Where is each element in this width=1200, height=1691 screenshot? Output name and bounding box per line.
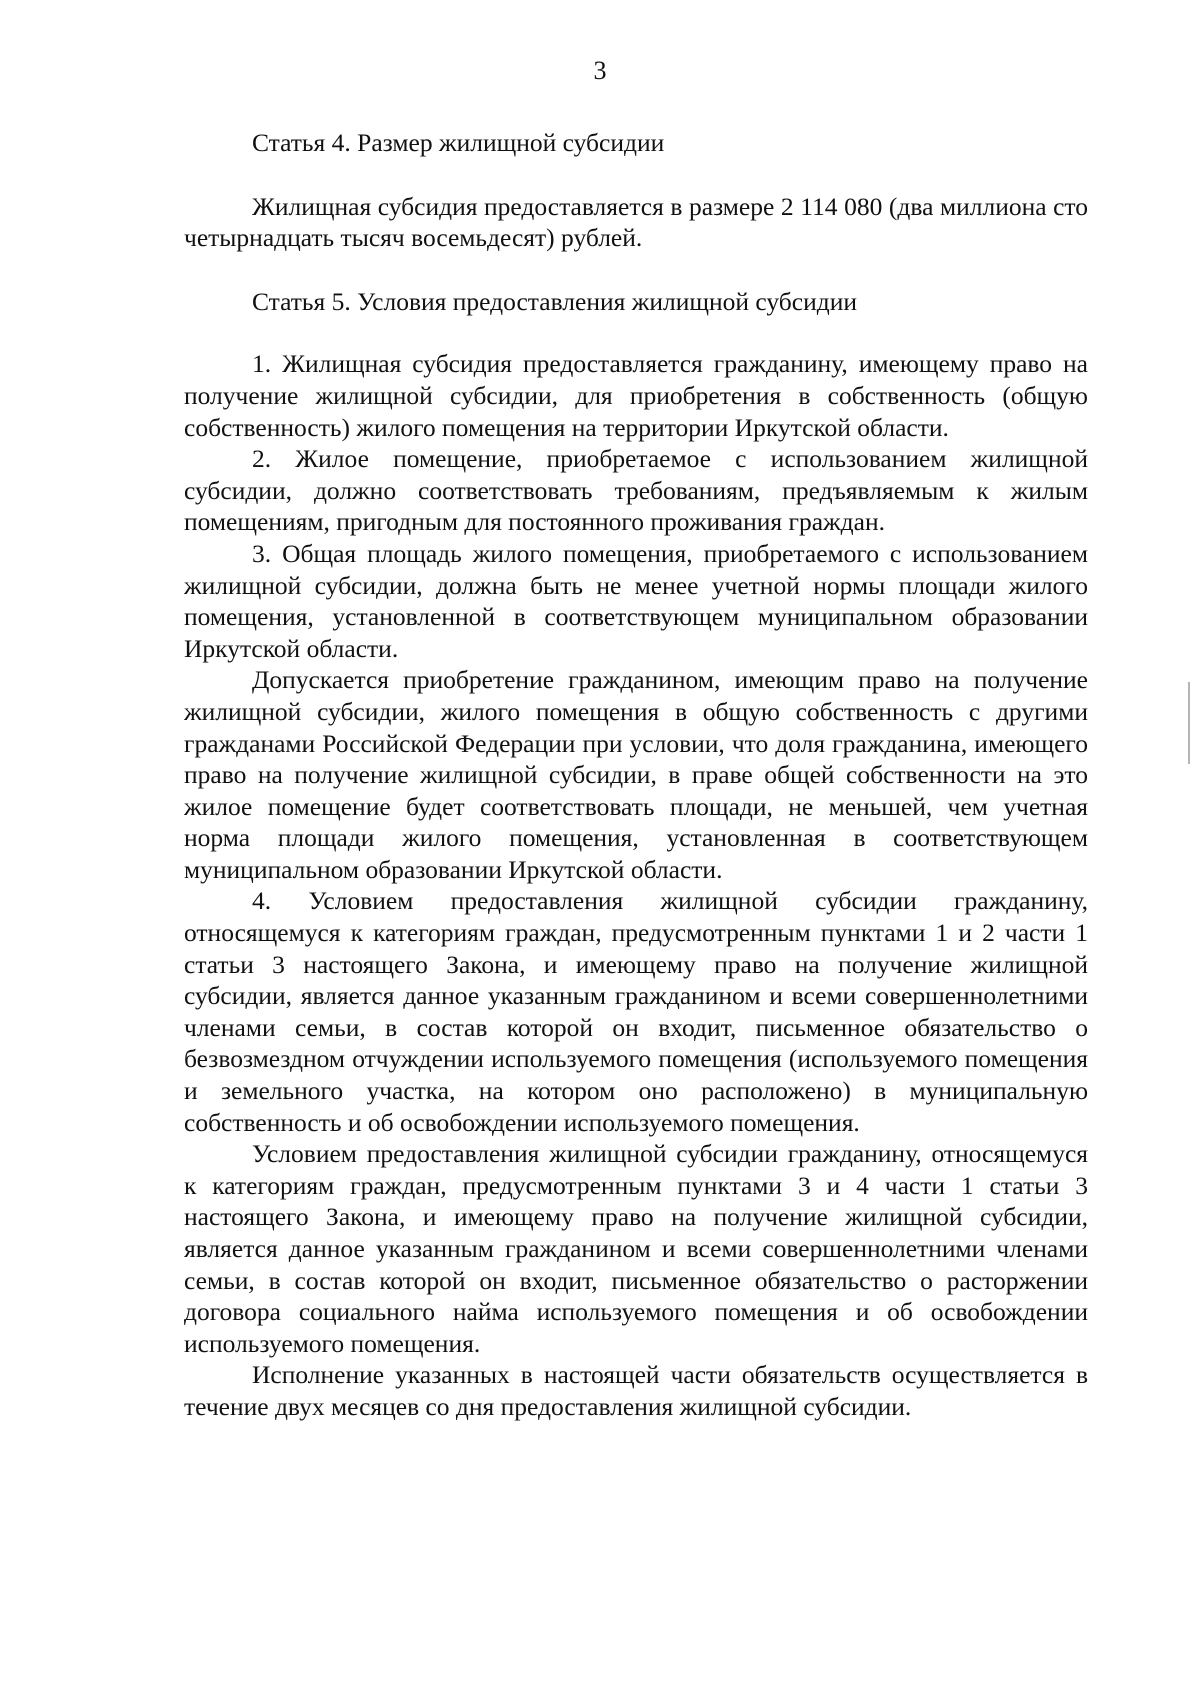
article-5-heading: Статья 5. Условия предоставления жилищной субсидии bbox=[252, 286, 858, 316]
article-5-paragraph: 4. Условием предоставления жилищной субсидии гражданину, относящемуся к категориям граждан, предусмотренным пунктами 1 и 2 части 1 статьи 3 настоящего Закона, и имеющему право на получение жилищной субсидии, является данное указанным гражданином и всеми совершеннолетними членами семьи, в состав которой он входит, письменное обязательство о безвозмездном отчуждении используемого помещения (используемого помещения и земельного участка, на котором оно расположено) в муниципальную собственность и об освобождении используемого помещения. bbox=[184, 886, 1088, 1137]
article-4-text: Жилищная субсидия предоставляется в размере 2 114 080 (два миллиона сто четырнадцать тысяч восемьдесят) рублей. bbox=[184, 191, 1088, 253]
spacer bbox=[184, 317, 1088, 348]
document-body bbox=[184, 127, 1088, 1423]
article-5-paragraph: 2. Жилое помещение, приобретаемое с использованием жилищной субсидии, должно соответствовать требованиям, предъявляемым к жилым помещениям, пригодным для постоянного проживания граждан. bbox=[184, 444, 1088, 537]
spacer bbox=[184, 159, 1088, 191]
article-5-paragraph: Исполнение указанных в настоящей части обязательств осуществляется в течение двух месяцев со дня предоставления жилищной субсидии. bbox=[184, 1360, 1088, 1421]
article-5-paragraph: 1. Жилищная субсидия предоставляется гражданину, имеющему право на получение жилищной субсидии, для приобретения в собственность (общую собственность) жилого помещения на территории Иркутской области. bbox=[184, 349, 1088, 442]
article-5-paragraph: Допускается приобретение гражданином, имеющим право на получение жилищной субсидии, жилого помещения в общую собственность с другими гражданами Российской Федерации при условии, что доля гражданина, имеющего право на получение жилищной субсидии, в праве общей собственности на это жилое помещение будет соответствовать площади, не меньшей, чем учетная норма площади жилого помещения, установленная в соответствующем муниципальном образовании Иркутской области. bbox=[184, 665, 1088, 884]
article-5-paragraph: 3. Общая площадь жилого помещения, приобретаемого с использованием жилищной субсидии, должна быть не менее учетной нормы площади жилого помещения, установленной в соответствующем муниципальном образовании Иркутской области. bbox=[184, 538, 1088, 663]
article-5-paragraph: Условием предоставления жилищной субсидии гражданину, относящемуся к категориям граждан, предусмотренным пунктами 3 и 4 части 1 статьи 3 настоящего Закона, и имеющему право на получение жилищной субсидии, является данное указанным гражданином и всеми совершеннолетними членами семьи, в состав которой он входит, письменное обязательство о расторжении договора социального найма используемого помещения и об освобождении используемого помещения. bbox=[184, 1139, 1088, 1358]
scan-artifact bbox=[1188, 682, 1190, 764]
article-4-heading: Статья 4. Размер жилищной субсидии bbox=[252, 128, 665, 157]
page-number: 3 bbox=[593, 56, 607, 85]
spacer bbox=[184, 254, 1088, 286]
